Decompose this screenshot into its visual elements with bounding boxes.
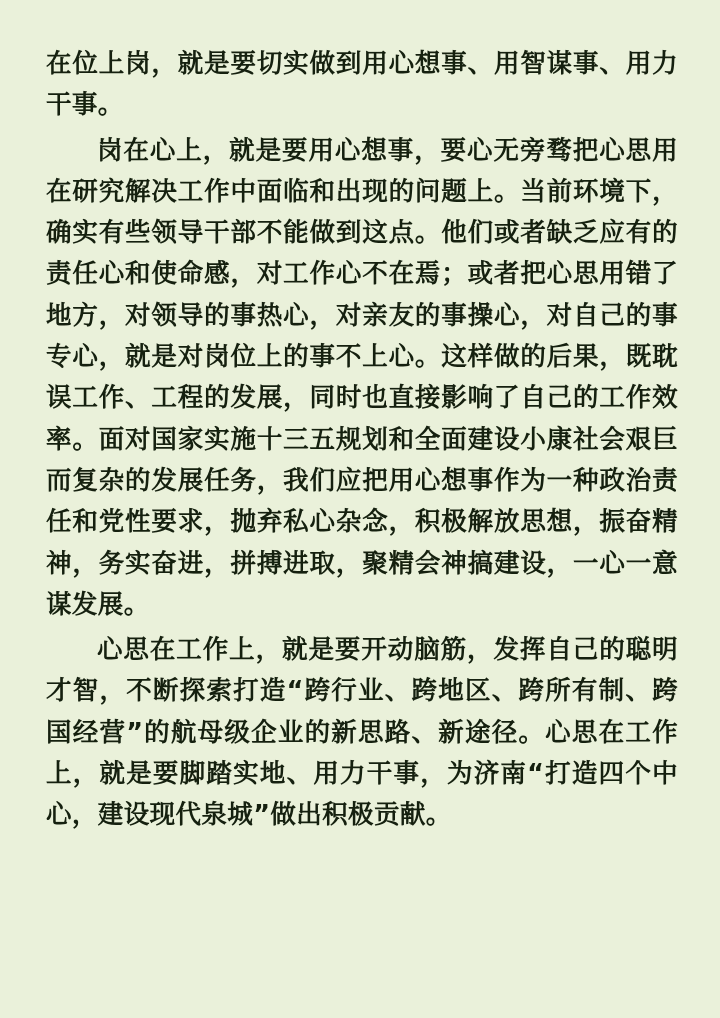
paragraph-3: 心思在工作上，就是要开动脑筋，发挥自己的聪明才智，不断探索打造“跨行业、跨地区、跨所有制、跨国经营”的航母级企业的新思路、新途径。心思在工作上，就是要脚踏实地、用力干事，为济南“打造四个中心，建设现代泉城”做出积极贡献。: [46, 635, 678, 831]
page-content-area: [46, 44, 678, 988]
paragraph-1: 在位上岗，就是要切实做到用心想事、用智谋事、用力干事。: [46, 49, 678, 121]
paragraph-2: 岗在心上，就是要用心想事，要心无旁骛把心思用在研究解决工作中面临和出现的问题上。当前环境下，确实有些领导干部不能做到这点。他们或者缺乏应有的责任心和使命感，对工作心不在焉；或者把心思用错了地方，对领导的事热心，对亲友的事操心，对自己的事专心，就是对岗位上的事不上心。这样做的后果，既耽误工作、工程的发展，同时也直接影响了自己的工作效率。面对国家实施十三五规划和全面建设小康社会艰巨而复杂的发展任务，我们应把用心想事作为一种政治责任和党性要求，抛弃私心杂念，积极解放思想，振奋精神，务实奋进，拼搏进取，聚精会神搞建设，一心一意谋发展。: [46, 135, 678, 620]
document-body: [46, 44, 678, 837]
